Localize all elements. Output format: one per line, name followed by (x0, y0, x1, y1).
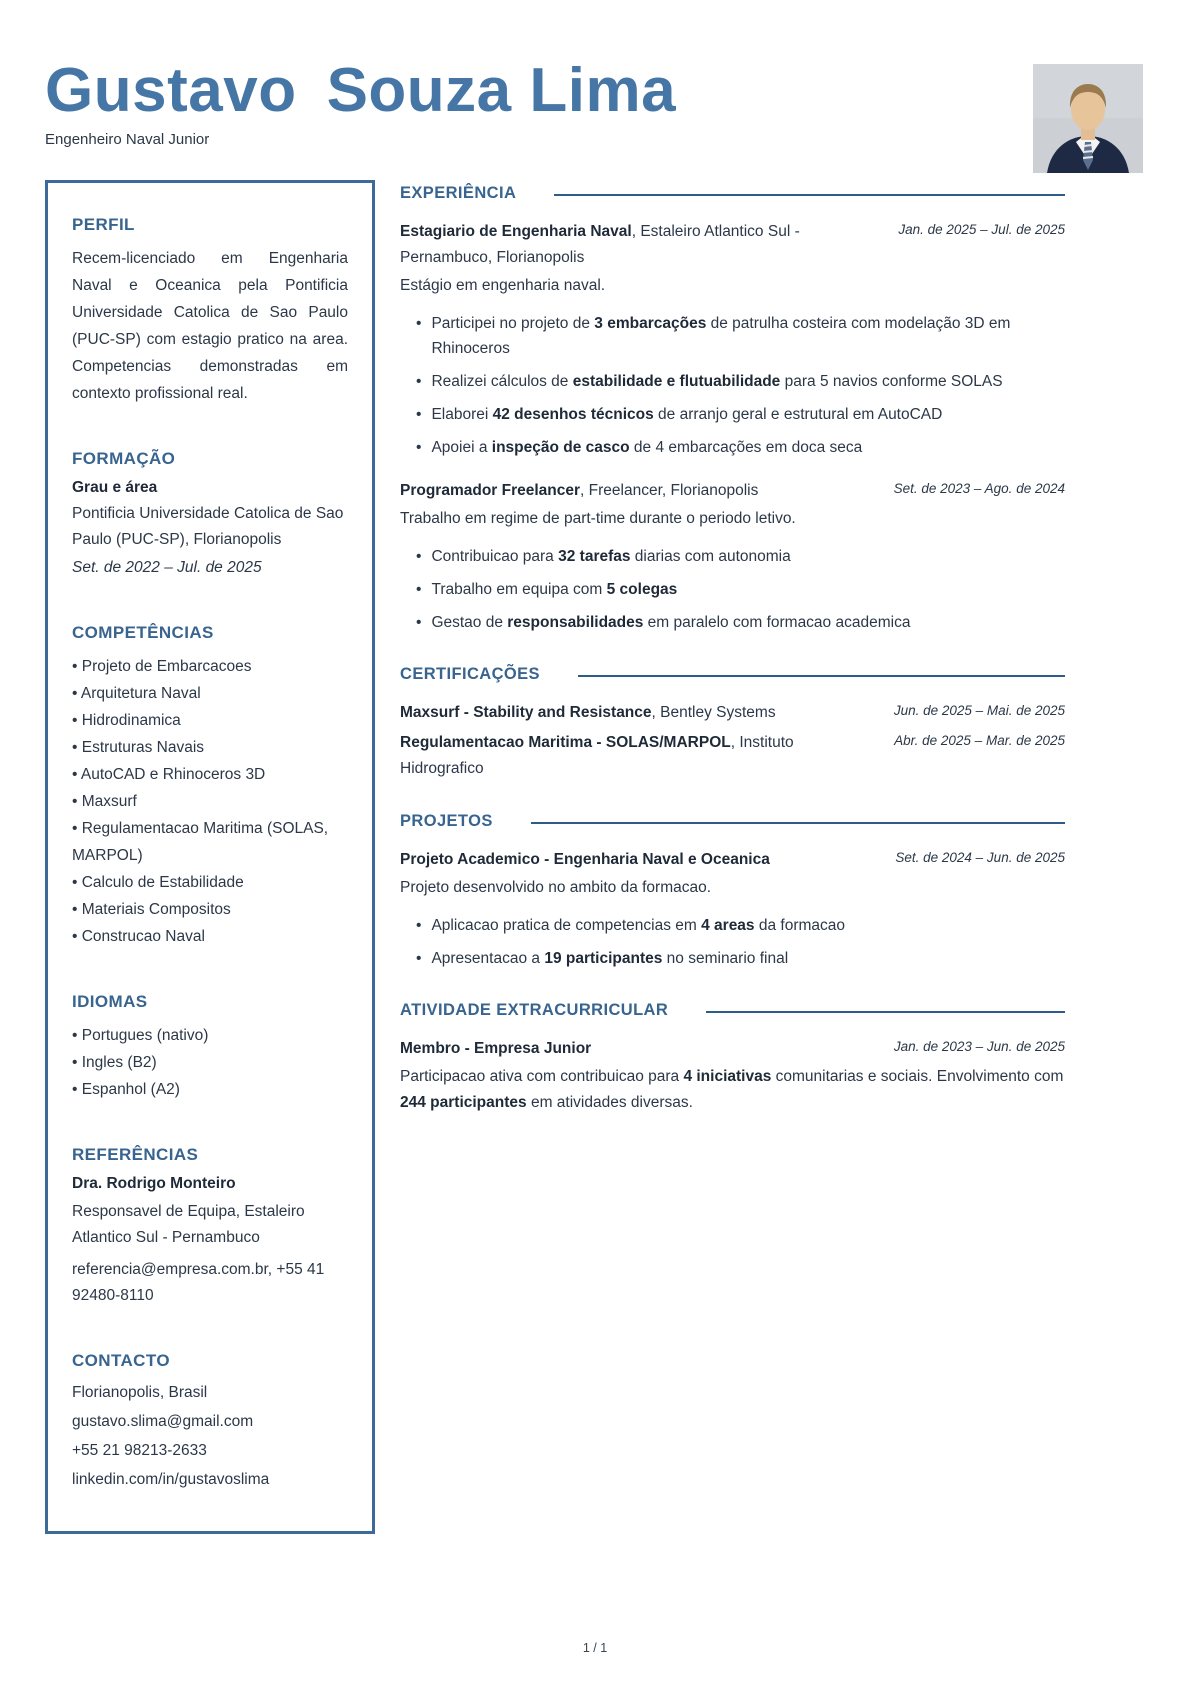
perfil-heading: PERFIL (72, 215, 135, 235)
bullet-text: Elaborei 42 desenhos técnicos de arranjo geral e estrutural em AutoCAD (431, 406, 943, 424)
idiomas-heading: IDIOMAS (72, 992, 148, 1012)
first-name: Gustavo (45, 56, 297, 125)
atividade-heading: ATIVIDADE EXTRACURRICULAR (400, 1001, 669, 1020)
languages-list (72, 1022, 348, 1103)
entry-date: Jan. de 2025 – Jul. de 2025 (898, 222, 1065, 238)
entry-head (400, 730, 1065, 782)
entry-head (400, 219, 1065, 271)
bullet-text: Gestao de responsabilidades em paralelo com formacao academica (431, 614, 911, 632)
sidebar (45, 180, 375, 1534)
projetos-heading: PROJETOS (400, 812, 493, 831)
bullet-dot: • (416, 917, 422, 935)
section-experiencia (400, 184, 1065, 635)
section-referencias (72, 1145, 348, 1309)
heading-rule (578, 675, 1065, 677)
skill-item: • Materiais Compositos (72, 896, 348, 923)
language-item: • Espanhol (A2) (72, 1076, 348, 1103)
skill-item: • Maxsurf (72, 788, 348, 815)
language-item: • Ingles (B2) (72, 1049, 348, 1076)
reference-role: Responsavel de Equipa, Estaleiro Atlantico Sul - Pernambuco (72, 1203, 305, 1247)
bullet-dot: • (416, 950, 422, 968)
project-entry (400, 847, 1065, 971)
skills-list (72, 653, 348, 950)
entry-summary: Participacao ativa com contribuicao para 4 iniciativas comunitarias e sociais. Envolvimento com 244 participantes em atividades diversas. (400, 1068, 1064, 1112)
skill-item: • AutoCAD e Rhinoceros 3D (72, 761, 348, 788)
section-perfil (72, 215, 348, 407)
entry-head (400, 478, 1065, 504)
entry-title: Estagiario de Engenharia Naval, Estaleiro Atlantico Sul - Pernambuco, Florianopolis (400, 223, 800, 267)
skill-item: • Estruturas Navais (72, 734, 348, 761)
entry-title: Programador Freelancer, Freelancer, Florianopolis (400, 482, 759, 500)
contact-location: Florianopolis, Brasil (72, 1384, 208, 1402)
experience-entry (400, 478, 1065, 635)
bullet-item (400, 435, 1065, 460)
experience-entry (400, 219, 1065, 460)
degree-label: Grau e área (72, 479, 158, 497)
page-title (45, 58, 1145, 123)
bullet-text: Trabalho em equipa com 5 colegas (431, 581, 678, 599)
formacao-heading: FORMAÇÃO (72, 449, 176, 469)
skill-item: • Hidrodinamica (72, 707, 348, 734)
entry-title: Projeto Academico - Engenharia Naval e Oceanica (400, 851, 770, 869)
heading-rule (531, 822, 1065, 824)
job-subtitle: Engenheiro Naval Junior (45, 131, 210, 149)
bullet-item (400, 577, 1065, 602)
activity-entry (400, 1036, 1065, 1116)
bullet-dot: • (416, 439, 422, 457)
experiencia-heading-row (400, 184, 1065, 203)
atividade-heading-row (400, 1001, 1065, 1020)
header (0, 0, 1190, 148)
projetos-heading-row (400, 812, 1065, 831)
referencias-heading: REFERÊNCIAS (72, 1145, 199, 1165)
contacto-heading: CONTACTO (72, 1351, 170, 1371)
bullet-text: Realizei cálculos de estabilidade e flutuabilidade para 5 navios conforme SOLAS (431, 373, 1003, 391)
entry-summary: Estágio em engenharia naval. (400, 277, 606, 295)
bullet-text: Aplicacao pratica de competencias em 4 areas da formacao (431, 917, 846, 935)
institution: Pontificia Universidade Catolica de Sao Paulo (PUC-SP), Florianopolis (72, 505, 344, 549)
bullet-list (400, 311, 1065, 460)
certificacoes-heading: CERTIFICAÇÕES (400, 665, 540, 684)
skill-item: • Construcao Naval (72, 923, 348, 950)
bullet-item (400, 913, 1065, 938)
certificacoes-heading-row (400, 665, 1065, 684)
bullet-dot: • (416, 614, 422, 632)
heading-rule (706, 1011, 1065, 1013)
certification-entry (400, 700, 1065, 726)
section-competencias (72, 623, 348, 950)
heading-rule (554, 194, 1065, 196)
experiencia-heading: EXPERIÊNCIA (400, 184, 517, 203)
bullet-list (400, 913, 1065, 971)
bullet-dot: • (416, 315, 422, 333)
entry-head (400, 847, 1065, 873)
section-atividade-extracurricular (400, 1001, 1065, 1116)
section-projetos (400, 812, 1065, 971)
contact-linkedin: linkedin.com/in/gustavoslima (72, 1471, 270, 1489)
skill-item: • Arquitetura Naval (72, 680, 348, 707)
entry-summary: Projeto desenvolvido no ambito da formacao. (400, 879, 712, 897)
entry-date: Jan. de 2023 – Jun. de 2025 (893, 1039, 1065, 1055)
profile-photo (1033, 64, 1143, 173)
page-number: 1 / 1 (582, 1641, 608, 1655)
skill-item: • Regulamentacao Maritima (SOLAS, MARPOL) (72, 815, 348, 869)
section-certificacoes (400, 665, 1065, 782)
entry-date: Abr. de 2025 – Mar. de 2025 (894, 733, 1065, 749)
entry-head (400, 1036, 1065, 1062)
entry-head (400, 700, 1065, 726)
skill-item: • Calculo de Estabilidade (72, 869, 348, 896)
bullet-dot: • (416, 406, 422, 424)
formacao-dates: Set. de 2022 – Jul. de 2025 (72, 559, 262, 577)
section-formacao (72, 449, 348, 581)
contact-phone: +55 21 98213-2633 (72, 1442, 207, 1460)
bullet-item (400, 402, 1065, 427)
reference-name: Dra. Rodrigo Monteiro (72, 1175, 236, 1193)
bullet-dot: • (416, 548, 422, 566)
entry-title: Membro - Empresa Junior (400, 1040, 592, 1058)
entry-summary: Trabalho em regime de part-time durante o periodo letivo. (400, 510, 796, 528)
perfil-text: Recem-licenciado em Engenharia Naval e Oceanica pela Pontificia Universidade Catolica de Sao Paulo (PUC-SP) com estagio pratico na area. Competencias demonstradas em contexto profissional real. (72, 250, 348, 403)
bullet-dot: • (416, 581, 422, 599)
entry-title: Maxsurf - Stability and Resistance, Bentley Systems (400, 704, 776, 722)
reference-contact: referencia@empresa.com.br, +55 41 92480-8110 (72, 1261, 325, 1305)
entry-date: Jun. de 2025 – Mai. de 2025 (893, 703, 1065, 719)
bullet-text: Apoiei a inspeção de casco de 4 embarcações em doca seca (431, 439, 863, 457)
bullet-dot: • (416, 373, 422, 391)
entry-title: Regulamentacao Maritima - SOLAS/MARPOL, Instituto Hidrografico (400, 734, 794, 778)
bullet-text: Contribuicao para 32 tarefas diarias com autonomia (431, 548, 791, 566)
bullet-item (400, 946, 1065, 971)
bullet-list (400, 544, 1065, 635)
bullet-item (400, 311, 1065, 361)
bullet-item (400, 610, 1065, 635)
content-columns (0, 180, 1190, 1534)
bullet-text: Participei no projeto de 3 embarcações de patrulha costeira com modelação 3D em Rhinoceros (431, 315, 1011, 358)
certification-entry (400, 730, 1065, 782)
profile-photo-image (1033, 64, 1143, 173)
language-item: • Portugues (nativo) (72, 1022, 348, 1049)
section-idiomas (72, 992, 348, 1103)
entry-date: Set. de 2024 – Jun. de 2025 (895, 850, 1065, 866)
bullet-text: Apresentacao a 19 participantes no seminario final (431, 950, 789, 968)
bullet-item (400, 544, 1065, 569)
bullet-item (400, 369, 1065, 394)
contact-email: gustavo.slima@gmail.com (72, 1413, 254, 1431)
entry-date: Set. de 2023 – Ago. de 2024 (893, 481, 1065, 497)
section-contacto (72, 1351, 348, 1492)
last-name: Souza Lima (326, 56, 677, 125)
skill-item: • Projeto de Embarcacoes (72, 653, 348, 680)
main-column (400, 180, 1065, 1146)
competencias-heading: COMPETÊNCIAS (72, 623, 214, 643)
